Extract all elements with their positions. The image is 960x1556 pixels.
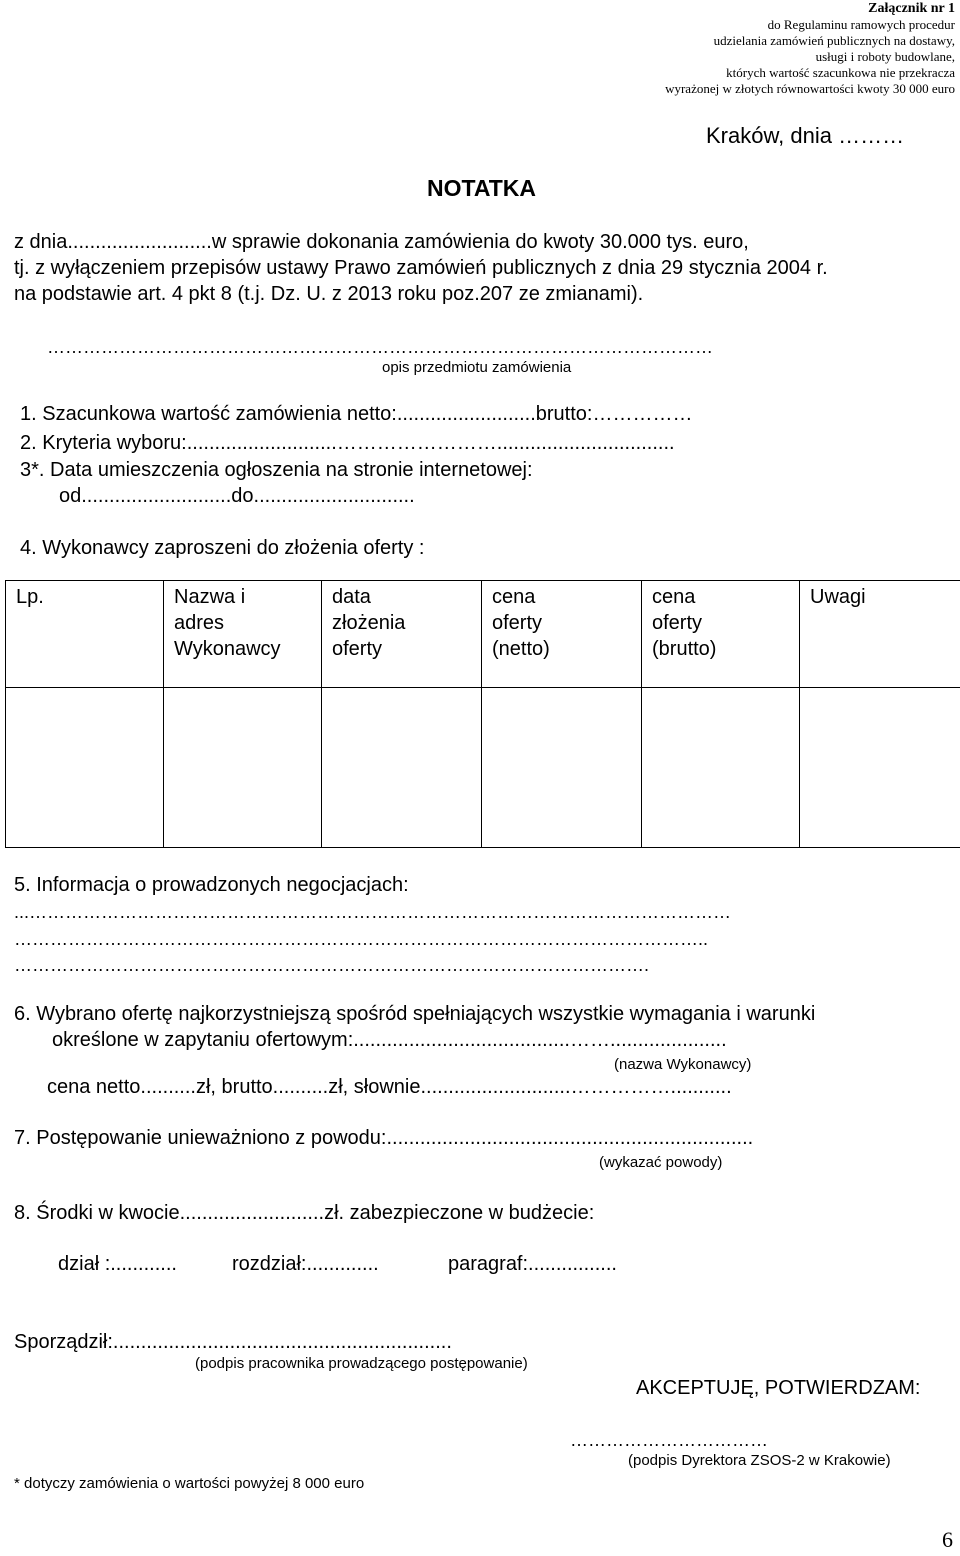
- header-text: oferty: [332, 638, 383, 660]
- director-signature-caption: (podpis Dyrektora ZSOS-2 w Krakowie): [628, 1452, 891, 1469]
- header-text: data: [332, 586, 371, 608]
- funds-dzial: dział :............: [58, 1253, 177, 1275]
- intro-line-3: na podstawie art. 4 pkt 8 (t.j. Dz. U. z 2013 roku poz.207 ze zmianami).: [14, 283, 644, 305]
- header-text: oferty: [652, 612, 703, 634]
- footnote: * dotyczy zamówienia o wartości powyżej 8 000 euro: [14, 1475, 365, 1492]
- funds-rozdzial: rozdział:.............: [232, 1253, 379, 1275]
- item-estimated-value: 1. Szacunkowa wartość zamówienia netto:.........................brutto:……………: [20, 403, 693, 425]
- intro-line-2: tj. z wyłączeniem przepisów ustawy Prawo zamówień publicznych z dnia 29 stycznia 2004 r.: [14, 257, 828, 279]
- header-text: cena: [492, 586, 536, 608]
- annex-line: udzielania zamówień publicznych na dostawy,: [713, 33, 955, 48]
- director-signature-dots: ……………………………: [570, 1430, 768, 1450]
- negotiations-dots: …………………………………………………………………………………………….: [14, 955, 650, 975]
- negotiations-dots: ……………………………………………………………………………………………………..: [14, 929, 709, 949]
- accept-label: AKCEPTUJĘ, POTWIERDZAM:: [636, 1377, 921, 1399]
- subject-caption: opis przedmiotu zamówienia: [382, 359, 572, 376]
- negotiations-dots: ...………………………………………………………………………………………………………: [14, 902, 732, 922]
- header-text: cena: [652, 586, 696, 608]
- prepared-by-caption: (podpis pracownika prowadzącego postępowanie): [195, 1355, 528, 1372]
- header-text: Nazwa i: [174, 586, 246, 608]
- selection-caption: (nazwa Wykonawcy): [614, 1056, 752, 1073]
- header-lp-text: Lp.: [16, 586, 44, 608]
- table-header-row: [6, 581, 960, 688]
- header-gross-price: [642, 581, 800, 688]
- table-cell[interactable]: [482, 688, 642, 848]
- header-text: (brutto): [652, 638, 717, 660]
- prepared-by: Sporządził:.............................................................: [14, 1331, 452, 1353]
- annulment-line: 7. Postępowanie unieważniono z powodu:..................................................................: [14, 1127, 754, 1149]
- funds-paragraf: paragraf:................: [448, 1253, 617, 1275]
- header-text: adres: [174, 612, 225, 634]
- table-cell[interactable]: [322, 688, 482, 848]
- negotiations-title: 5. Informacja o prowadzonych negocjacjach:: [14, 874, 409, 896]
- header-text: Uwagi: [810, 586, 866, 608]
- header-contractor: [164, 581, 322, 688]
- item-criteria: 2. Kryteria wyboru:...........................……………………................................: [20, 432, 675, 454]
- table-cell[interactable]: [800, 688, 960, 848]
- intro-line-1: z dnia..........................w sprawie dokonania zamówienia do kwoty 30.000 tys. euro,: [14, 231, 749, 253]
- place-date: Kraków, dnia ………: [706, 123, 905, 148]
- header-lp: [6, 581, 164, 688]
- selection-price-line: cena netto..........zł, brutto..........zł, słownie...........................……………...........: [47, 1076, 732, 1098]
- header-text: oferty: [492, 612, 543, 634]
- annex-title: Załącznik nr 1: [868, 1, 955, 16]
- selection-line-1: 6. Wybrano ofertę najkorzystniejszą spośród spełniających wszystkie wymagania i warunki: [14, 1003, 816, 1025]
- annex-line: usługi i roboty budowlane,: [815, 49, 955, 64]
- page-title: NOTATKA: [427, 175, 537, 201]
- table-cell[interactable]: [642, 688, 800, 848]
- header-offer-date: [322, 581, 482, 688]
- header-net-price: [482, 581, 642, 688]
- annulment-caption: (wykazać powody): [599, 1154, 723, 1171]
- item-announcement-range: od...........................do.............................: [59, 485, 415, 507]
- header-remarks: [800, 581, 960, 688]
- selection-line-2: określone w zapytaniu ofertowym:.......................................…….....................: [52, 1029, 727, 1051]
- subject-dots: …………………………………………………………………………………………………: [47, 337, 713, 357]
- annex-line: których wartość szacunkowa nie przekracza: [726, 65, 955, 80]
- annex-header: [665, 1, 955, 97]
- table-row: [6, 688, 960, 848]
- item-announcement-date: 3*. Data umieszczenia ogłoszenia na stronie internetowej:: [20, 459, 533, 481]
- header-text: złożenia: [332, 612, 406, 634]
- table-cell[interactable]: [6, 688, 164, 848]
- header-text: (netto): [492, 638, 550, 660]
- funds-line: 8. Środki w kwocie..........................zł. zabezpieczone w budżecie:: [14, 1202, 595, 1224]
- offers-table: [5, 580, 960, 848]
- header-text: Wykonawcy: [174, 638, 281, 660]
- item-invited-contractors: 4. Wykonawcy zaproszeni do złożenia oferty :: [20, 537, 425, 559]
- table-cell[interactable]: [164, 688, 322, 848]
- page-number: 6: [942, 1527, 953, 1552]
- annex-line: wyrażonej w złotych równowartości kwoty 30 000 euro: [665, 81, 955, 96]
- annex-line: do Regulaminu ramowych procedur: [767, 17, 955, 32]
